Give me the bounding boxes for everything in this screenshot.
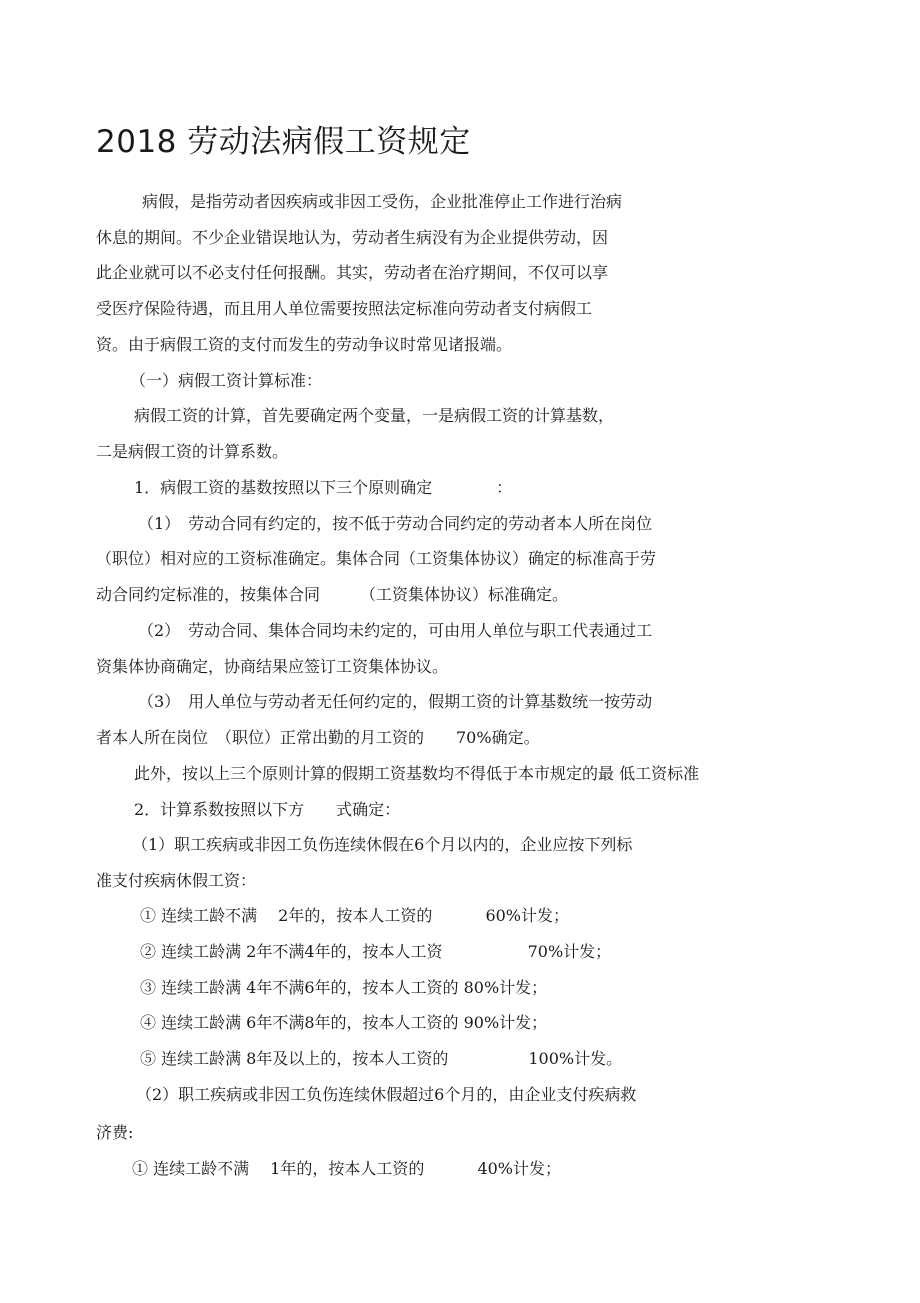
body-line: 此外，按以上三个原则计算的假期工资基数均不得低于本市规定的最 低工资标准 <box>134 764 700 783</box>
body-line: 二是病假工资的计算系数。 <box>96 442 289 461</box>
document-title: 2018 劳动法病假工资规定 <box>96 124 471 160</box>
body-line: 者本人所在岗位 （职位）正常出勤的月工资的 70%确定。 <box>96 728 540 747</box>
subsection-heading: 1．病假工资的基数按照以下三个原则确定 ： <box>134 478 513 497</box>
body-line: 病假，是指劳动者因疾病或非因工受伤，企业批准停止工作进行治病 <box>142 192 623 211</box>
body-line: 济费: <box>96 1123 134 1142</box>
list-item: ⑤ 连续工龄满 8年及以上的，按本人工资的 100%计发。 <box>140 1049 623 1068</box>
body-line: 受医疗保险待遇，而且用人单位需要按照法定标准向劳动者支付病假工 <box>96 299 593 318</box>
list-item: ④ 连续工龄满 6年不满8年的，按本人工资的 90%计发； <box>140 1013 548 1032</box>
body-line: 准支付疾病休假工资： <box>96 871 257 890</box>
body-line: 此企业就可以不必支付任何报酬。其实，劳动者在治疗期间，不仅可以享 <box>96 263 609 282</box>
body-line: （1）职工疾病或非因工负伤连续休假在6个月以内的，企业应按下列标 <box>132 835 633 854</box>
body-line: 病假工资的计算，首先要确定两个变量，一是病假工资的计算基数， <box>134 406 615 425</box>
body-line: （职位）相对应的工资标准确定。集体合同（工资集体协议）确定的标准高于劳 <box>96 549 657 568</box>
body-line: （1） 劳动合同有约定的，按不低于劳动合同约定的劳动者本人所在岗位 <box>138 514 653 533</box>
list-item: ② 连续工龄满 2年不满4年的，按本人工资 70%计发； <box>140 942 612 961</box>
subsection-heading: 2．计算系数按照以下方 式确定： <box>134 800 401 819</box>
body-line: 休息的期间。不少企业错误地认为，劳动者生病没有为企业提供劳动，因 <box>96 228 609 247</box>
body-line: （2） 劳动合同、集体合同均未约定的，可由用人单位与职工代表通过工 <box>138 621 653 640</box>
section-heading: （一）病假工资计算标准： <box>130 371 323 390</box>
body-line: （2）职工疾病或非因工负伤连续休假超过6个月的，由企业支付疾病救 <box>136 1085 637 1104</box>
body-line: （3） 用人单位与劳动者无任何约定的，假期工资的计算基数统一按劳动 <box>138 692 653 711</box>
body-line: 资。由于病假工资的支付而发生的劳动争议时常见诸报端。 <box>96 335 513 354</box>
list-item: ① 连续工龄不满 2年的，按本人工资的 60%计发； <box>140 906 570 925</box>
body-line: 动合同约定标准的，按集体合同 （工资集体协议）标准确定。 <box>96 585 569 604</box>
body-line: 资集体协商确定，协商结果应签订工资集体协议。 <box>96 657 449 676</box>
list-item: ③ 连续工龄满 4年不满6年的，按本人工资的 80%计发； <box>140 978 548 997</box>
list-item: ① 连续工龄不满 1年的，按本人工资的 40%计发； <box>132 1159 562 1178</box>
